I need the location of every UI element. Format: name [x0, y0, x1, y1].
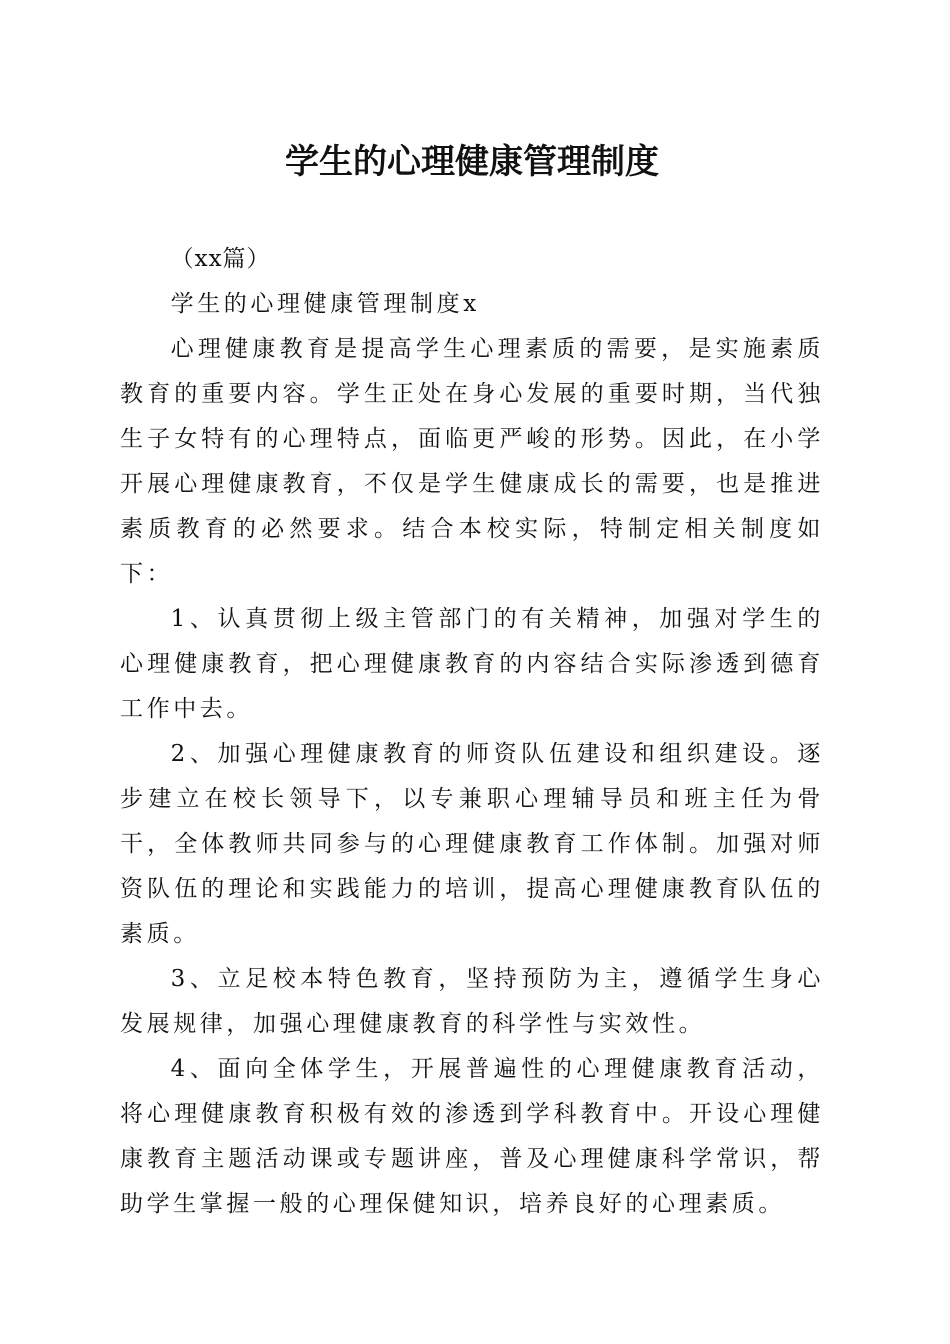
intro-paragraph: 心理健康教育是提高学生心理素质的需要，是实施素质教育的重要内容。学生正处在身心发展的重要时期，当代独生子女特有的心理特点，面临更严峻的形势。因此，在小学开展心理健康教育，不仅是学生健康成长的需要，也是推进素质教育的必然要求。结合本校实际，特制定相关制度如下： [120, 336, 824, 587]
subtitle-note: （xx篇） [170, 246, 271, 272]
rule-item-4: 4、面向全体学生，开展普遍性的心理健康教育活动，将心理健康教育积极有效的渗透到学科教育中。开设心理健康教育主题活动课或专题讲座，普及心理健康科学常识，帮助学生掌握一般的心理保健知识，培养良好的心理素质。 [120, 1056, 824, 1217]
document-title: 学生的心理健康管理制度 [285, 142, 659, 182]
rule-item-1: 1、认真贯彻上级主管部门的有关精神，加强对学生的心理健康教育，把心理健康教育的内容结合实际渗透到德育工作中去。 [120, 606, 824, 722]
section-heading: 学生的心理健康管理制度x [170, 291, 480, 317]
document-body [120, 237, 824, 1227]
rule-item-3: 3、立足校本特色教育，坚持预防为主，遵循学生身心发展规律，加强心理健康教育的科学性与实效性。 [120, 966, 824, 1037]
rule-item-2: 2、加强心理健康教育的师资队伍建设和组织建设。逐步建立在校长领导下，以专兼职心理辅导员和班主任为骨干，全体教师共同参与的心理健康教育工作体制。加强对师资队伍的理论和实践能力的培训，提高心理健康教育队伍的素质。 [120, 741, 824, 947]
